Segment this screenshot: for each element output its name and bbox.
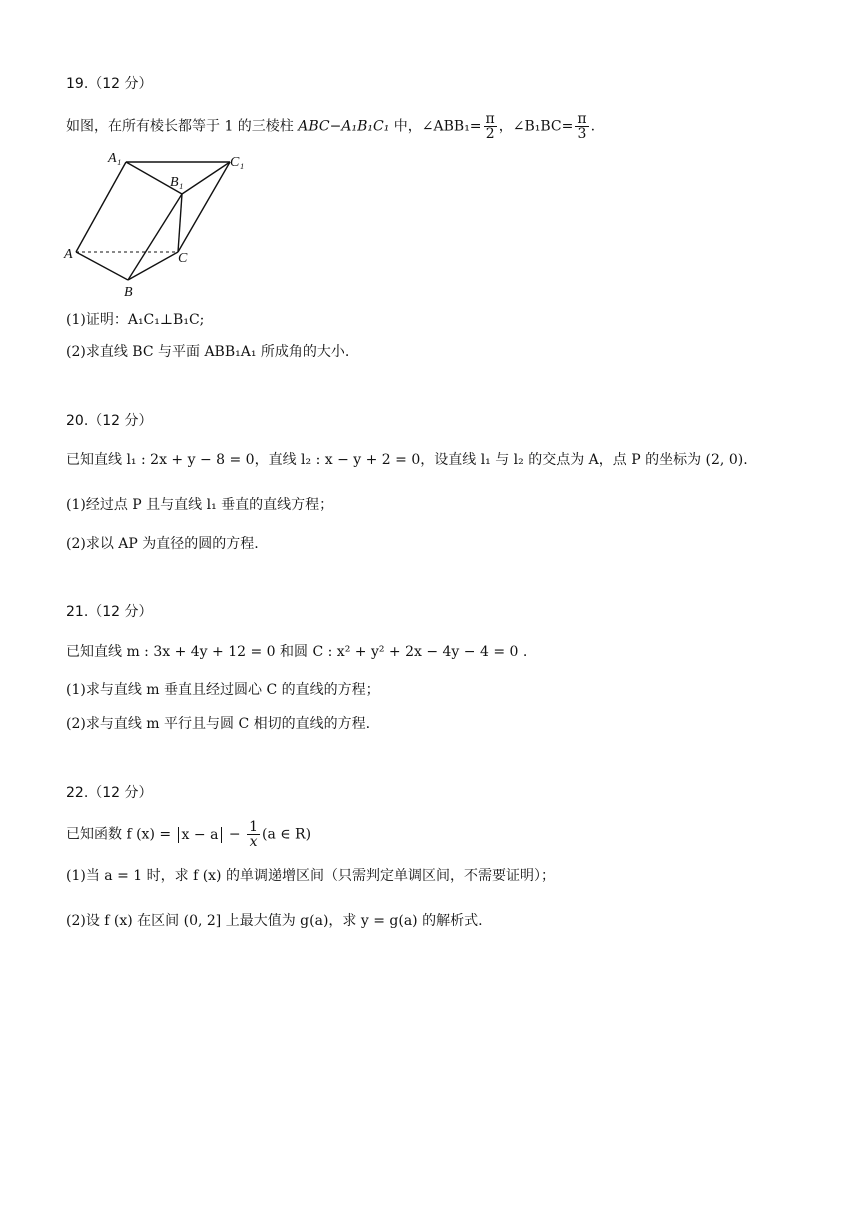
label-b1: B₁ (170, 175, 184, 190)
q21-part2: (2)求与直线 m 平行且与圆 C 相切的直线的方程. (66, 716, 371, 732)
q19-stem-b: 中，∠ABB₁= (389, 118, 482, 135)
q19-stem-c: ，∠B₁BC= (498, 118, 574, 135)
q22-frac-1-x (247, 820, 260, 849)
q21-part1: (1)求与直线 m 垂直且经过圆心 C 的直线的方程； (66, 682, 380, 698)
q20-part2: (2)求以 AP 为直径的圆的方程. (66, 536, 259, 552)
q19-stem-a: 如图，在所有棱长都等于 1 的三棱柱 (66, 118, 299, 135)
q22-stem-a: 已知函数 f (x) = (66, 826, 176, 843)
edge-b-c (128, 252, 178, 280)
q19-stem (66, 112, 595, 141)
q22-part1: (1)当 a = 1 时，求 f (x) 的单调递增区间（只需判定单调区间，不需要证明）； (66, 868, 555, 884)
q22-part2: (2)设 f (x) 在区间 (0, 2] 上最大值为 g(a)，求 y = g(a) 的解析式. (66, 913, 483, 929)
q22-header: 22.（12 分） (66, 785, 153, 801)
q19-stem-end: . (590, 118, 596, 135)
q21-stem: 已知直线 m : 3x + 4y + 12 = 0 和圆 C : x² + y² + 2x − 4y − 4 = 0 . (66, 644, 528, 660)
edge-a-b (76, 252, 128, 280)
label-c: C (178, 251, 188, 266)
q19-frac2-den: 3 (577, 126, 587, 142)
q19-frac-pi-2 (484, 112, 497, 141)
label-b: B (124, 285, 133, 298)
q22-frac-num: 1 (249, 819, 258, 835)
q22-stem (66, 820, 311, 849)
edge-c1-c (178, 162, 230, 252)
q20-part1: (1)经过点 P 且与直线 l₁ 垂直的直线方程； (66, 497, 334, 513)
q19-frac2-num: π (577, 111, 587, 127)
q22-stem-b: (a ∈ R) (261, 826, 312, 843)
q22-frac-den: x (249, 834, 258, 850)
edge-a1-a (76, 162, 126, 252)
q19-header: 19.（12 分） (66, 76, 153, 92)
q19-frac-den: 2 (485, 126, 495, 142)
q19-frac-num: π (485, 111, 495, 127)
q19-prism-name: ABC−A₁B₁C₁ (298, 118, 390, 135)
q22-minus: − (224, 826, 246, 843)
edge-b1-c1 (182, 162, 230, 194)
q19-frac-pi-3 (575, 112, 588, 141)
label-a1: A₁ (108, 151, 122, 166)
q20-header: 20.（12 分） (66, 413, 153, 429)
q20-stem: 已知直线 l₁ : 2x + y − 8 = 0，直线 l₂ : x − y + 2 = 0，设直线 l₁ 与 l₂ 的交点为 A，点 P 的坐标为 (2, 0). (66, 452, 748, 468)
label-c1: C₁ (230, 155, 245, 170)
q22-abs-expression: x − a (178, 827, 223, 843)
q21-header: 21.（12 分） (66, 604, 153, 620)
label-a: A (64, 247, 73, 262)
edge-b1-c (178, 194, 182, 252)
q19-part2: (2)求直线 BC 与平面 ABB₁A₁ 所成角的大小. (66, 344, 350, 360)
prism-figure (60, 146, 260, 298)
edge-b1-b (128, 194, 182, 280)
q19-part1: (1)证明：A₁C₁⊥B₁C; (66, 312, 205, 328)
